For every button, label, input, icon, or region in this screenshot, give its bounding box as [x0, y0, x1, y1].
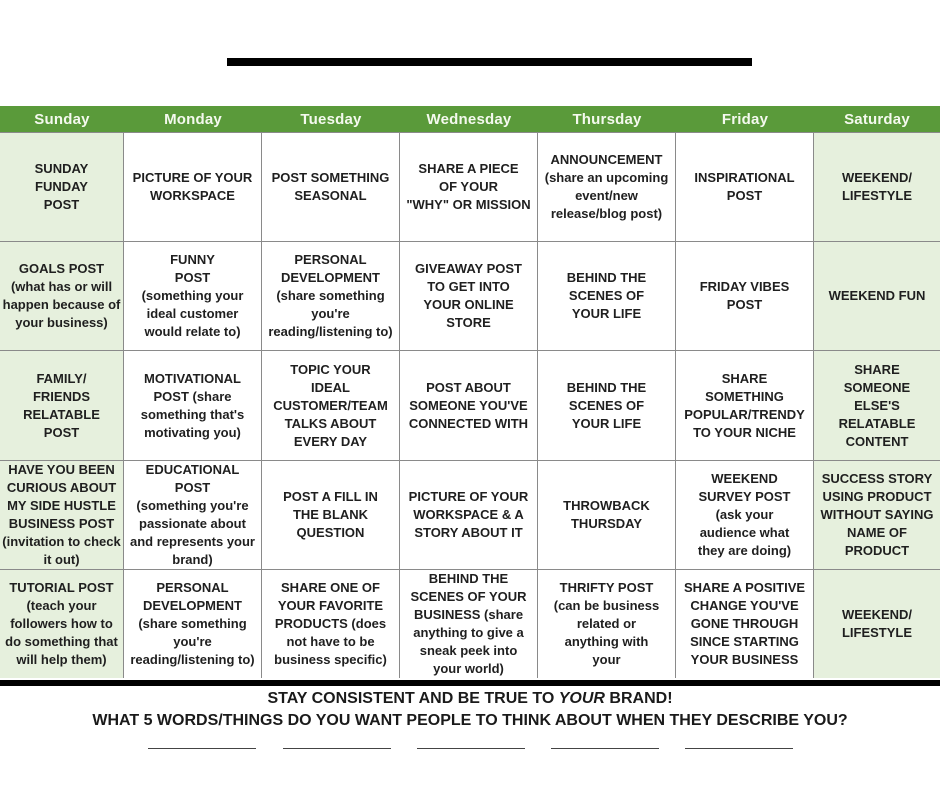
day-header-monday: Monday: [164, 110, 222, 128]
calendar-cell: ANNOUNCEMENT (share an upcoming event/new release/blog post): [538, 133, 676, 241]
calendar-week-3: [0, 350, 940, 460]
calendar-cell: FRIDAY VIBES POST: [676, 242, 814, 350]
calendar-cell: PICTURE OF YOUR WORKSPACE & A STORY ABOUT IT: [400, 461, 538, 569]
day-header-row: [0, 106, 940, 132]
footer-tagline-start: STAY CONSISTENT AND BE TRUE TO: [267, 690, 559, 707]
calendar-cell: FAMILY/ FRIENDS RELATABLE POST: [0, 351, 124, 460]
footer-tagline-end: BRAND!: [604, 690, 673, 707]
calendar-cell: WEEKEND SURVEY POST (ask your audience what they are doing): [676, 461, 814, 569]
calendar-cell: TUTORIAL POST (teach your followers how to do something that will help them): [0, 570, 124, 678]
calendar-cell: WEEKEND/ LIFESTYLE: [814, 570, 940, 678]
answer-blank-2[interactable]: [283, 748, 391, 749]
calendar-cell: FUNNY POST (something your ideal customer would relate to): [124, 242, 262, 350]
calendar-cell: GOALS POST (what has or will happen because of your business): [0, 242, 124, 350]
answer-blank-1[interactable]: [148, 748, 256, 749]
calendar-cell: SHARE SOMEONE ELSE'S RELATABLE CONTENT: [814, 351, 940, 460]
answer-blank-5[interactable]: [685, 748, 793, 749]
day-header-friday: Friday: [721, 110, 769, 128]
calendar-week-2: [0, 241, 940, 350]
calendar-cell: PERSONAL DEVELOPMENT (share something you're reading/listening to): [262, 242, 400, 350]
calendar-cell: EDUCATIONAL POST (something you're passionate about and represents your brand): [124, 461, 262, 569]
calendar-cell: MOTIVATIONAL POST (share something that's motivating you): [124, 351, 262, 460]
footer-tagline-emphasis: YOUR: [558, 690, 605, 707]
title-bar: [227, 58, 752, 66]
day-header-wednesday: Wednesday: [426, 110, 512, 128]
calendar-week-4: [0, 460, 940, 569]
calendar-cell: SUNDAY FUNDAY POST: [0, 133, 124, 241]
calendar-cell: TOPIC YOUR IDEAL CUSTOMER/TEAM TALKS ABOUT EVERY DAY: [262, 351, 400, 460]
day-header-sunday: Sunday: [34, 110, 90, 128]
calendar-cell: GIVEAWAY POST TO GET INTO YOUR ONLINE STORE: [400, 242, 538, 350]
answer-blank-4[interactable]: [551, 748, 659, 749]
calendar-cell: WEEKEND FUN: [814, 242, 940, 350]
calendar-cell: SHARE A PIECE OF YOUR "WHY" OR MISSION: [400, 133, 538, 241]
calendar-cell: PERSONAL DEVELOPMENT (share something you're reading/listening to): [124, 570, 262, 678]
calendar-cell: THRIFTY POST (can be business related or anything with your: [538, 570, 676, 678]
calendar-cell: WEEKEND/ LIFESTYLE: [814, 133, 940, 241]
calendar-cell: INSPIRATIONAL POST: [676, 133, 814, 241]
day-header-thursday: Thursday: [572, 110, 642, 128]
footer-tagline: [0, 690, 940, 708]
calendar-cell: POST A FILL IN THE BLANK QUESTION: [262, 461, 400, 569]
calendar-cell: BEHIND THE SCENES OF YOUR LIFE: [538, 242, 676, 350]
calendar-cell: POST ABOUT SOMEONE YOU'VE CONNECTED WITH: [400, 351, 538, 460]
day-header-tuesday: Tuesday: [300, 110, 362, 128]
calendar-week-1: [0, 132, 940, 241]
calendar-cell: SUCCESS STORY USING PRODUCT WITHOUT SAYING NAME OF PRODUCT: [814, 461, 940, 569]
calendar-cell: BEHIND THE SCENES OF YOUR LIFE: [538, 351, 676, 460]
calendar-cell: SHARE ONE OF YOUR FAVORITE PRODUCTS (does not have to be business specific): [262, 570, 400, 678]
calendar-week-5: [0, 569, 940, 678]
calendar-cell: THROWBACK THURSDAY: [538, 461, 676, 569]
calendar-cell: HAVE YOU BEEN CURIOUS ABOUT MY SIDE HUSTLE BUSINESS POST (invitation to check it out): [0, 461, 124, 569]
calendar-cell: BEHIND THE SCENES OF YOUR BUSINESS (share anything to give a sneak peek into your world): [400, 570, 538, 678]
day-header-saturday: Saturday: [844, 110, 910, 128]
calendar-cell: SHARE A POSITIVE CHANGE YOU'VE GONE THROUGH SINCE STARTING YOUR BUSINESS: [676, 570, 814, 678]
answer-blank-3[interactable]: [417, 748, 525, 749]
calendar-cell: SHARE SOMETHING POPULAR/TRENDY TO YOUR NICHE: [676, 351, 814, 460]
calendar-cell: POST SOMETHING SEASONAL: [262, 133, 400, 241]
calendar-cell: PICTURE OF YOUR WORKSPACE: [124, 133, 262, 241]
footer-question: WHAT 5 WORDS/THINGS DO YOU WANT PEOPLE TO THINK ABOUT WHEN THEY DESCRIBE YOU?: [92, 712, 848, 729]
bottom-divider: [0, 680, 940, 686]
calendar-grid: [0, 106, 940, 678]
